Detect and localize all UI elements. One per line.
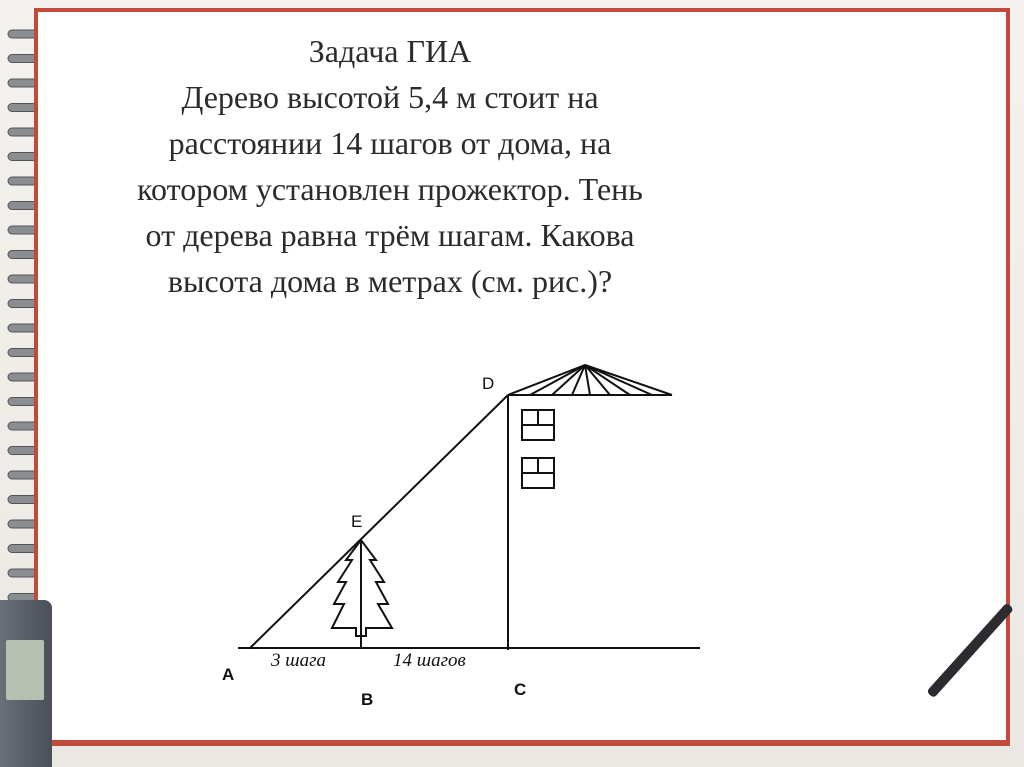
problem-title: Задача ГИА bbox=[308, 33, 472, 69]
window-icon bbox=[522, 410, 554, 440]
point-label-e: E bbox=[351, 512, 363, 531]
point-label-a: A bbox=[222, 665, 235, 684]
problem-text: Дерево высотой 5,4 м стоит на расстоянии 14 шагов от дома, на котором установлен прожектор. Тень от дерева равна трём шагам. Какова высота дома в метрах (см. рис.)? bbox=[137, 79, 643, 299]
light-ray-line bbox=[250, 395, 508, 648]
projector-icon bbox=[508, 365, 672, 395]
point-label-c: C bbox=[514, 680, 527, 699]
point-label-b: B bbox=[361, 690, 374, 709]
shadow-length-label: 3 шага bbox=[271, 650, 327, 671]
point-label-d: D bbox=[482, 374, 495, 393]
distance-length-label: 14 шагов bbox=[393, 650, 466, 671]
window-icon bbox=[522, 458, 554, 488]
